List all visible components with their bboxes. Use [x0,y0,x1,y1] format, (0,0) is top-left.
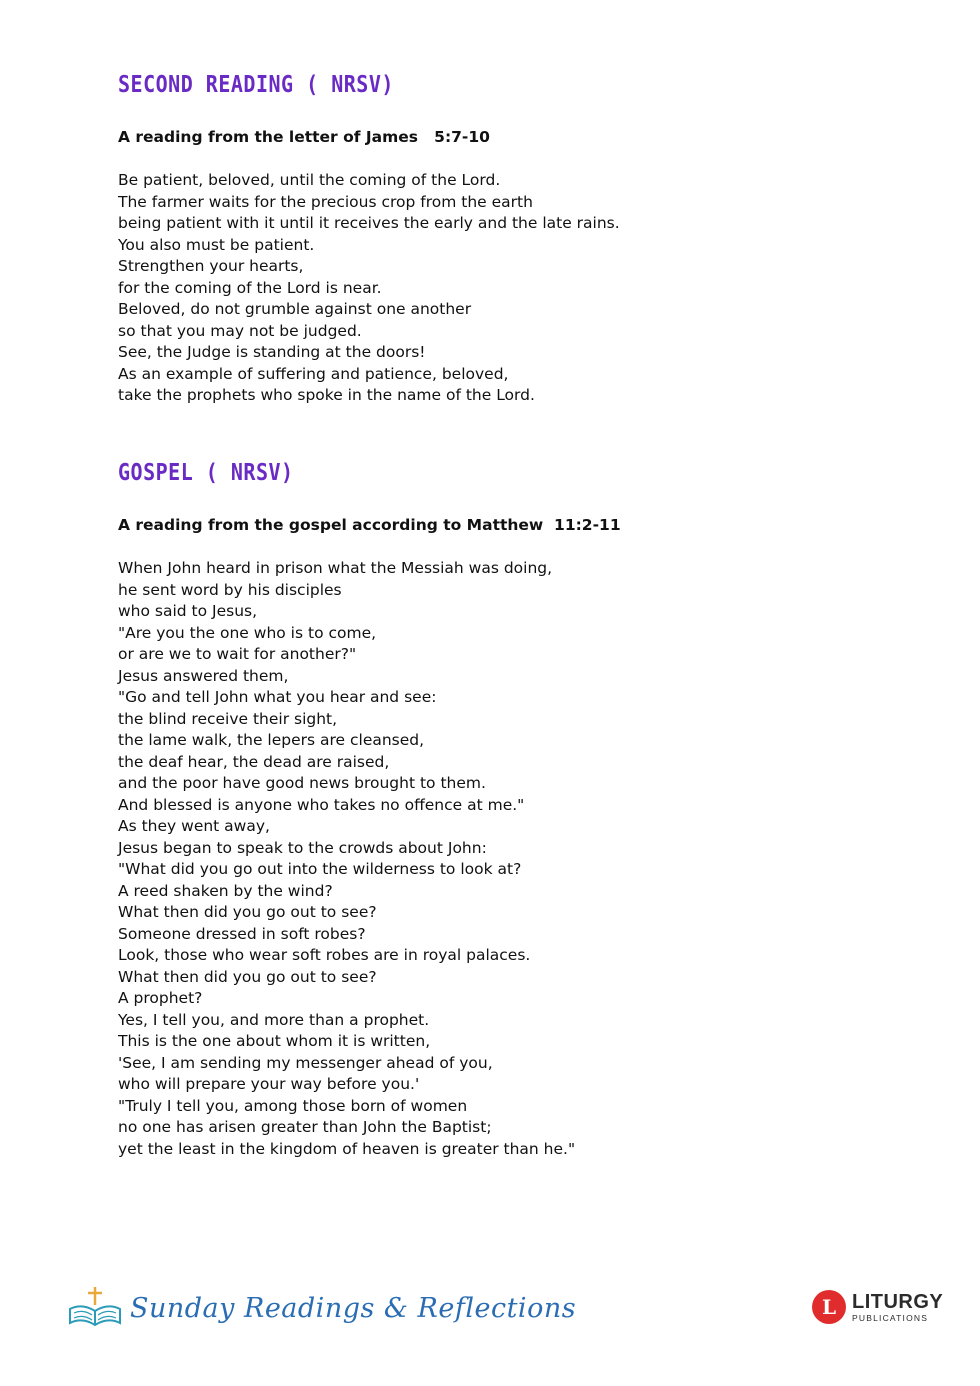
text-line: Look, those who wear soft robes are in royal palaces. [118,946,531,964]
second-reading-subtitle: A reading from the letter of James 5:7-10 [118,128,490,146]
text-line: take the prophets who spoke in the name of the Lord. [118,386,535,404]
text-line: As an example of suffering and patience, beloved, [118,364,509,383]
text-line: the lame walk, the lepers are cleansed, [118,731,425,749]
text-line: A reed shaken by the wind? [118,881,333,900]
text-line: so that you may not be judged. [118,321,362,340]
text-line: As they went away, [118,817,270,835]
text-line: Jesus began to speak to the crowds about John: [118,838,487,857]
text-line: And blessed is anyone who takes no offence at me." [118,795,525,814]
text-line: being patient with it until it receives the early and the late rains. [118,214,620,232]
publisher-name: LITURGY [852,1290,944,1313]
text-line: You also must be patient. [118,235,315,254]
text-line: "Are you the one who is to come, [118,623,377,642]
text-line: or are we to wait for another?" [118,645,357,663]
text-line: no one has arisen greater than John the Baptist; [118,1118,492,1136]
text-line: "Truly I tell you, among those born of women [118,1096,468,1115]
text-line: Beloved, do not grumble against one another [118,300,472,318]
text-line: for the coming of the Lord is near. [118,278,382,297]
second-reading-heading: SECOND READING ( NRSV) [118,70,394,98]
text-line: Jesus answered them, [118,666,289,685]
text-line: The farmer waits for the precious crop from the earth [118,192,533,211]
publisher-logo [812,1290,943,1324]
footer-brand [68,1285,576,1331]
text-line: 'See, I am sending my messenger ahead of you, [118,1053,493,1072]
text-line: Be patient, beloved, until the coming of the Lord. [118,171,501,189]
text-line: who said to Jesus, [118,602,258,620]
text-line: Strengthen your hearts, [118,257,304,275]
text-line: who will prepare your way before you.' [118,1075,420,1093]
text-line: Someone dressed in soft robes? [118,924,366,943]
open-bible-cross-icon [68,1285,122,1331]
text-line: the blind receive their sight, [118,709,338,728]
text-line: What then did you go out to see? [118,967,377,986]
text-line: Yes, I tell you, and more than a prophet. [118,1010,430,1029]
text-line: he sent word by his disciples [118,580,342,599]
liturgy-logo-icon: L [812,1290,846,1324]
text-line: and the poor have good news brought to them. [118,774,486,792]
gospel-heading: GOSPEL ( NRSV) [118,458,294,486]
text-line: This is the one about whom it is written, [118,1032,431,1050]
brand-name: Sunday Readings & Reflections [130,1292,577,1324]
text-line: "Go and tell John what you hear and see: [118,688,437,706]
text-line: A prophet? [118,989,203,1007]
text-line: "What did you go out into the wilderness to look at? [118,860,522,878]
gospel-subtitle: A reading from the gospel according to Matthew 11:2-11 [118,516,621,534]
text-line: the deaf hear, the dead are raised, [118,752,390,771]
publisher-sub: PUBLICATIONS [852,1312,929,1323]
gospel-text [118,558,575,1160]
text-line: See, the Judge is standing at the doors! [118,343,426,361]
text-line: When John heard in prison what the Messiah was doing, [118,559,553,577]
second-reading-text [118,170,620,407]
text-line: yet the least in the kingdom of heaven is greater than he." [118,1139,576,1158]
text-line: What then did you go out to see? [118,903,377,921]
